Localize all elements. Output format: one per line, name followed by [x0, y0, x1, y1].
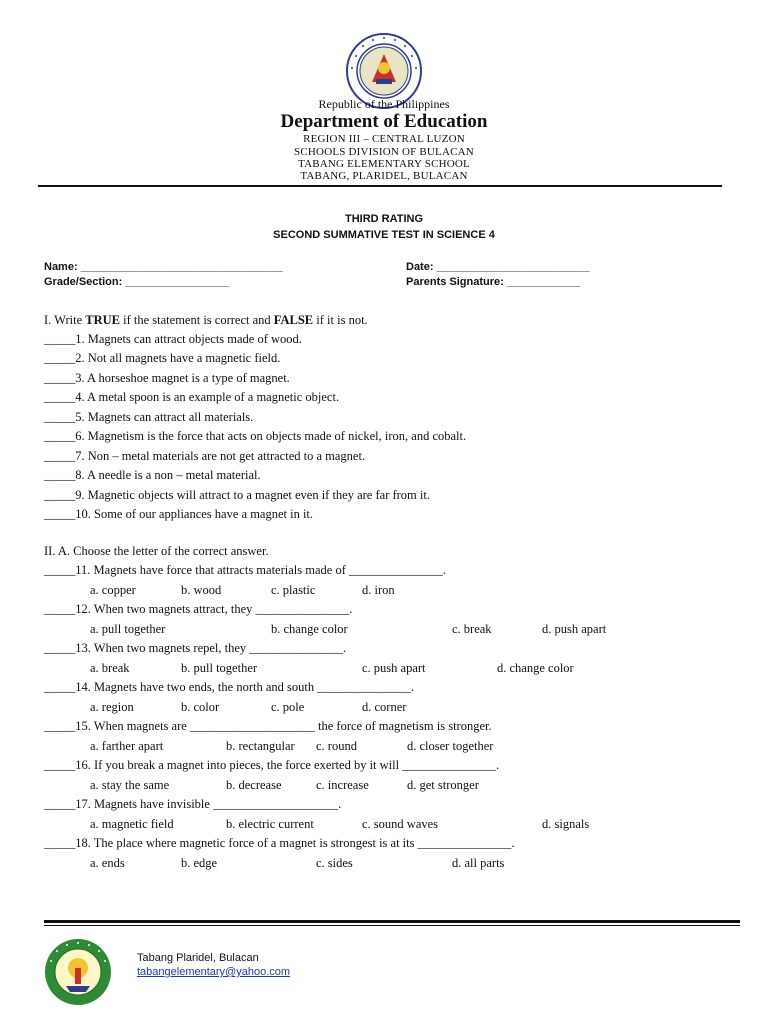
instruction-text: I. Write: [44, 313, 86, 327]
mc-choice: d. closer together: [407, 739, 494, 753]
mc-choice: c. push apart: [362, 661, 426, 675]
mc-choice: b. decrease: [226, 778, 282, 792]
date-field: Date: _________________________: [406, 261, 590, 273]
tf-item: _____5. Magnets can attract all materials.: [44, 410, 254, 424]
mc-choice: a. ends: [90, 856, 125, 870]
header-divider: [38, 185, 722, 187]
false-keyword: FALSE: [273, 313, 314, 327]
tf-item: _____10. Some of our appliances have a magnet in it.: [44, 507, 314, 521]
mc-question: _____15. When magnets are ____________________ the force of magnetism is stronger.: [44, 719, 492, 733]
footer-divider: [44, 920, 740, 923]
mc-choice: c. pole: [271, 700, 305, 714]
mc-choice: c. sound waves: [362, 817, 439, 831]
mc-choice: a. copper: [90, 583, 136, 597]
mc-question: _____13. When two magnets repel, they _______________.: [44, 641, 347, 655]
mc-choice: a. pull together: [90, 622, 166, 636]
name-field: Name: _________________________________: [44, 261, 283, 273]
mc-choice: b. edge: [181, 856, 218, 870]
mc-choice: d. get stronger: [407, 778, 479, 792]
mc-choice: b. wood: [181, 583, 222, 597]
department-title: Department of Education: [280, 111, 488, 132]
mc-choice: b. electric current: [226, 817, 314, 831]
parents-signature-field: Parents Signature: ____________: [406, 276, 581, 288]
tf-item: _____8. A needle is a non – metal material.: [44, 468, 261, 482]
footer-address: Tabang Plaridel, Bulacan: [137, 952, 259, 964]
part2-instruction: II. A. Choose the letter of the correct answer.: [44, 544, 269, 558]
mc-choice: d. push apart: [542, 622, 607, 636]
mc-question: _____11. Magnets have force that attracts materials made of _______________.: [44, 563, 446, 577]
mc-choice: a. region: [90, 700, 134, 714]
mc-choice: a. break: [90, 661, 130, 675]
mc-choice: b. color: [181, 700, 220, 714]
school-label: TABANG ELEMENTARY SCHOOL: [298, 158, 470, 170]
mc-choice: d. signals: [542, 817, 590, 831]
rating-title: THIRD RATING: [344, 213, 423, 225]
tf-item: _____3. A horseshoe magnet is a type of magnet.: [44, 371, 290, 385]
mc-choice: c. increase: [316, 778, 369, 792]
mc-choice: d. corner: [362, 700, 407, 714]
mc-choice: c. break: [452, 622, 492, 636]
mc-question: _____18. The place where magnetic force of a magnet is strongest is at its _______________.: [44, 836, 515, 850]
mc-choice: c. round: [316, 739, 357, 753]
mc-choice: b. rectangular: [226, 739, 295, 753]
true-keyword: TRUE: [85, 313, 121, 327]
school-logo-icon: [44, 938, 112, 1006]
tf-item: _____7. Non – metal materials are not get attracted to a magnet.: [44, 449, 366, 463]
division-label: SCHOOLS DIVISION OF BULACAN: [294, 146, 474, 158]
mc-question: _____12. When two magnets attract, they _______________.: [44, 602, 353, 616]
mc-question: _____17. Magnets have invisible ____________________.: [44, 797, 342, 811]
footer-divider-thin: [44, 925, 740, 926]
tf-item: _____1. Magnets can attract objects made of wood.: [44, 332, 302, 346]
region-label: REGION III – CENTRAL LUZON: [303, 133, 465, 145]
mc-question: _____14. Magnets have two ends, the north and south _______________.: [44, 680, 415, 694]
part1-instruction: [44, 313, 368, 328]
mc-choice: d. all parts: [452, 856, 505, 870]
tf-item: _____2. Not all magnets have a magnetic field.: [44, 351, 281, 365]
mc-choice: d. iron: [362, 583, 395, 597]
tf-item: _____4. A metal spoon is an example of a magnetic object.: [44, 390, 340, 404]
mc-choice: c. sides: [316, 856, 353, 870]
tf-item: _____9. Magnetic objects will attract to a magnet even if they are far from it.: [44, 488, 430, 502]
mc-choice: b. change color: [271, 622, 348, 636]
school-address: TABANG, PLARIDEL, BULACAN: [300, 170, 468, 182]
instruction-text: if the statement is correct and: [120, 313, 274, 327]
republic-label: Republic of the Philippines: [318, 97, 450, 111]
footer-email-link[interactable]: tabangelementary@yahoo.com: [137, 966, 291, 978]
mc-choice: c. plastic: [271, 583, 316, 597]
mc-choice: a. stay the same: [90, 778, 170, 792]
tf-item: _____6. Magnetism is the force that acts on objects made of nickel, iron, and cobalt.: [44, 429, 467, 443]
instruction-text: if it is not.: [313, 313, 368, 327]
mc-choice: d. change color: [497, 661, 574, 675]
mc-choice: a. magnetic field: [90, 817, 174, 831]
mc-question: _____16. If you break a magnet into pieces, the force exerted by it will _______________.: [44, 758, 500, 772]
test-title: SECOND SUMMATIVE TEST IN SCIENCE 4: [273, 229, 495, 241]
mc-choice: a. farther apart: [90, 739, 164, 753]
grade-section-field: Grade/Section: _________________: [44, 276, 230, 288]
mc-choice: b. pull together: [181, 661, 258, 675]
